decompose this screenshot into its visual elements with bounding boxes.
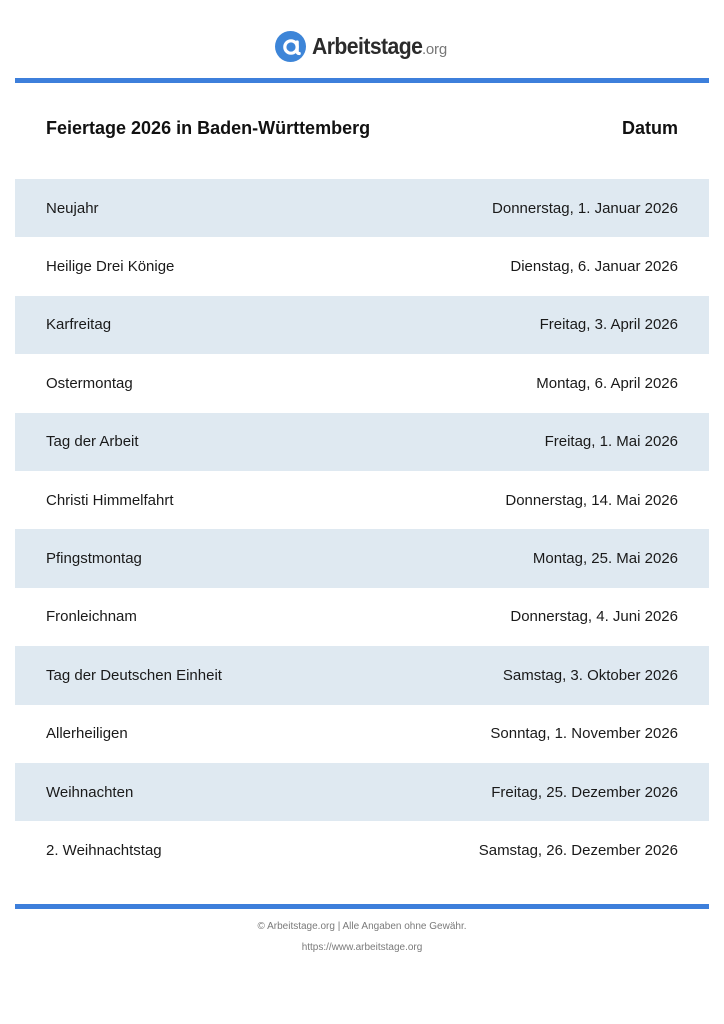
holiday-name: Allerheiligen [46,725,128,743]
table-row [15,821,709,879]
holiday-date: Freitag, 25. Dezember 2026 [491,783,678,801]
logo-name: Arbeitstage [312,33,423,59]
table-row [15,354,709,412]
table-row [15,588,709,646]
holiday-date: Samstag, 3. Oktober 2026 [502,666,678,684]
at-sign-icon [275,31,306,62]
site-logo[interactable] [0,31,724,62]
table-row [15,296,709,354]
footer-copyright: © Arbeitstage.org | Alle Angaben ohne Gewähr. [257,921,467,932]
holiday-name: Weihnachten [46,783,134,801]
table-row [15,646,709,704]
top-divider [15,78,709,83]
holiday-name: Fronleichnam [46,608,137,626]
holiday-table [15,179,709,880]
table-row [15,705,709,763]
table-row [15,529,709,587]
holiday-date: Montag, 25. Mai 2026 [532,550,678,568]
date-column-header: Datum [621,118,678,138]
page-title: Feiertage 2026 in Baden-Württemberg [46,118,371,138]
holiday-date: Sonntag, 1. November 2026 [490,725,678,743]
holiday-date: Donnerstag, 14. Mai 2026 [505,491,678,509]
table-row [15,763,709,821]
table-row [15,179,709,237]
table-row [15,471,709,529]
holiday-date: Freitag, 1. Mai 2026 [544,433,678,451]
holiday-name: Karfreitag [46,316,112,334]
holiday-date: Freitag, 3. April 2026 [539,316,678,334]
bottom-divider [15,904,709,909]
holiday-date: Dienstag, 6. Januar 2026 [510,258,678,276]
holiday-name: Ostermontag [46,374,133,392]
table-row [15,237,709,295]
holiday-name: Heilige Drei Könige [46,258,175,276]
holiday-name: Pfingstmontag [46,550,142,568]
footer-url-link[interactable]: https://www.arbeitstage.org [301,942,423,953]
holiday-date: Samstag, 26. Dezember 2026 [478,841,678,859]
logo-tld: .org [421,41,447,58]
holiday-date: Donnerstag, 1. Januar 2026 [492,199,678,217]
holiday-name: 2. Weihnachtstag [46,841,162,859]
holiday-date: Montag, 6. April 2026 [536,374,678,392]
holiday-name: Tag der Deutschen Einheit [46,666,222,684]
table-row [15,413,709,471]
logo-container [275,31,447,62]
table-header [46,118,678,139]
holiday-name: Neujahr [46,199,99,217]
holiday-name: Tag der Arbeit [46,433,139,451]
holiday-date: Donnerstag, 4. Juni 2026 [510,608,678,626]
holiday-name: Christi Himmelfahrt [46,491,174,509]
